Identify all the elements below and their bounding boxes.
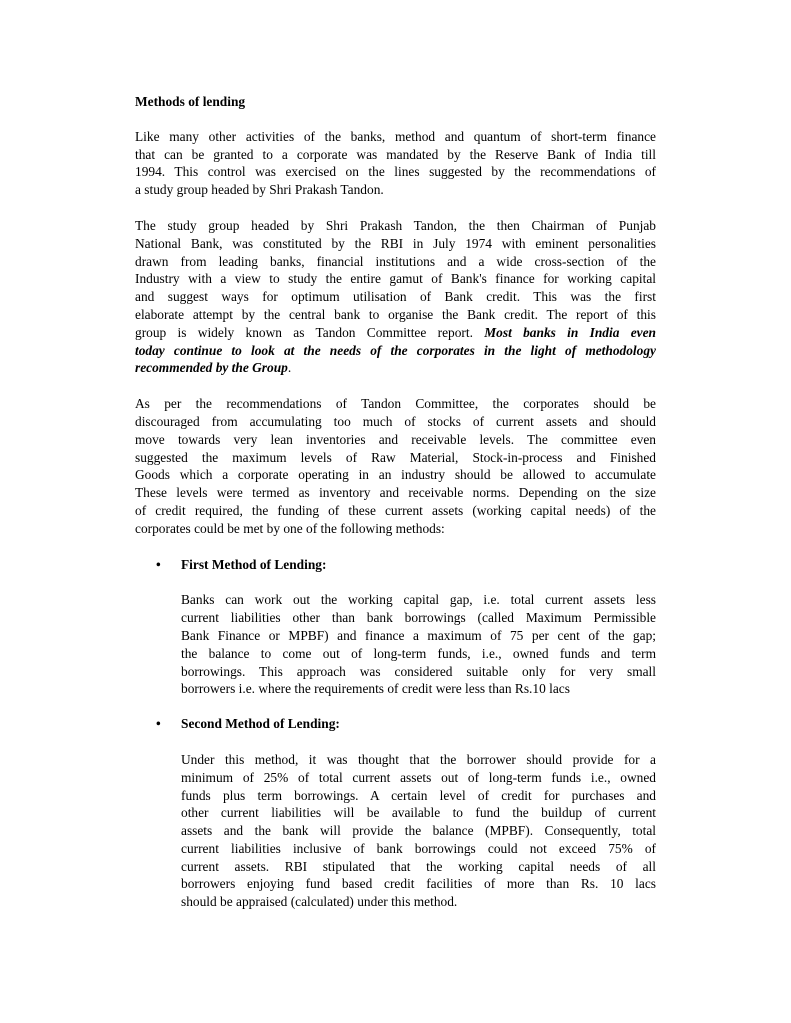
method-title: Second Method of Lending: xyxy=(181,716,340,732)
text-line: Goods which a corporate operating in an industry should be allowed to accumulate xyxy=(135,467,656,483)
text-line: Bank Finance or MPBF) and finance a maximum of 75 per cent of the gap; xyxy=(181,627,656,643)
document-page xyxy=(135,93,656,928)
text-line: the balance to come out of long-term funds, i.e., owned funds and term xyxy=(181,645,656,661)
text-line: elaborate attempt by the central bank to organise the Bank credit. The report of this xyxy=(135,306,656,322)
text-line: of credit required, the funding of these current assets (working capital needs) of the xyxy=(135,502,656,518)
text-line: Industry with a view to study the entire gamut of Bank's finance for working capital xyxy=(135,271,656,287)
bullet-icon: • xyxy=(156,556,161,572)
text-line: should be appraised (calculated) under this method. xyxy=(181,894,458,910)
text-line: borrowings. This approach was considered suitable only for very small xyxy=(181,663,656,679)
text-line: assets and the bank will provide the balance (MPBF). Consequently, total xyxy=(181,823,656,839)
text-line xyxy=(135,324,656,342)
list-item xyxy=(135,715,656,911)
text-line: drawn from leading banks, financial institutions and a wide cross-section of the xyxy=(135,253,656,269)
text-line: a study group headed by Shri Prakash Tandon. xyxy=(135,182,384,198)
text-line: discouraged from accumulating too much of stocks of current assets and should xyxy=(135,413,656,429)
study-group-paragraph xyxy=(135,217,656,377)
bullet-icon: • xyxy=(156,716,161,732)
emphasis-text: recommended by the Group xyxy=(135,360,288,376)
emphasis-text: today continue to look at the needs of the corporates in the light of methodology xyxy=(135,342,656,358)
text-line: minimum of 25% of total current assets out of long-term funds i.e., owned xyxy=(181,769,656,785)
section-heading: Methods of lending xyxy=(135,94,246,109)
text-line: current liabilities inclusive of bank borrowings could not exceed 75% of xyxy=(181,840,656,856)
method-title: First Method of Lending: xyxy=(181,556,327,572)
text-line: These levels were termed as inventory and receivable norms. Depending on the size xyxy=(135,485,656,501)
text-line: As per the recommendations of Tandon Committee, the corporates should be xyxy=(135,396,656,412)
list-item xyxy=(135,556,656,699)
lending-methods-list xyxy=(135,556,656,912)
text-line: current assets. RBI stipulated that the working capital needs of all xyxy=(181,858,656,874)
method-body xyxy=(181,751,656,911)
text-line: move towards very lean inventories and receivable levels. The committee even xyxy=(135,431,656,447)
intro-paragraph xyxy=(135,128,656,199)
text-line: that can be granted to a corporate was mandated by the Reserve Bank of India till xyxy=(135,146,656,162)
text-line: borrowers i.e. where the requirements of credit were less than Rs.10 lacs xyxy=(181,681,570,697)
text-line: suggested the maximum levels of Raw Material, Stock-in-process and Finished xyxy=(135,449,656,465)
text-line: The study group headed by Shri Prakash Tandon, the then Chairman of Punjab xyxy=(135,217,656,233)
text-line: National Bank, was constituted by the RBI in July 1974 with eminent personalities xyxy=(135,235,656,251)
text-run: . xyxy=(287,360,292,376)
text-line: Banks can work out the working capital gap, i.e. total current assets less xyxy=(181,592,656,608)
emphasis-text: Most banks in India even xyxy=(484,324,656,340)
text-line: and suggest ways for optimum utilisation of Bank credit. This was the first xyxy=(135,289,656,305)
text-line: Like many other activities of the banks, method and quantum of short-term finance xyxy=(135,128,656,144)
text-line: borrowers enjoying fund based credit facilities of more than Rs. 10 lacs xyxy=(181,876,656,892)
tandon-recommendations-paragraph xyxy=(135,395,656,537)
text-line: current liabilities other than bank borrowings (called Maximum Permissible xyxy=(181,610,656,626)
text-line: other current liabilities will be available to fund the buildup of current xyxy=(181,805,656,821)
text-line: Under this method, it was thought that the borrower should provide for a xyxy=(181,751,656,767)
text-line: 1994. This control was exercised on the lines suggested by the recommendations of xyxy=(135,164,656,180)
text-line: corporates could be met by one of the following methods: xyxy=(135,520,445,536)
text-line: funds plus term borrowings. A certain level of credit for purchases and xyxy=(181,787,656,803)
method-body xyxy=(181,591,656,698)
text-run: group is widely known as Tandon Committee report. xyxy=(135,324,485,340)
text-line xyxy=(135,359,656,377)
